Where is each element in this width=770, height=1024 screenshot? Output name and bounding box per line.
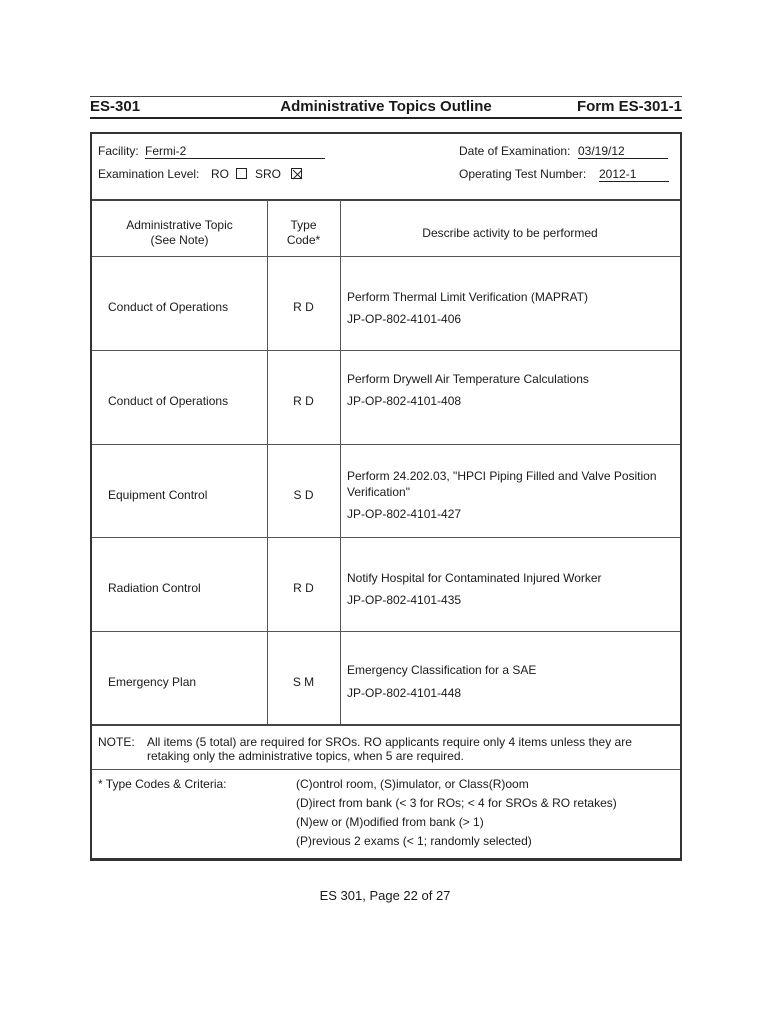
row-topic: Equipment Control bbox=[108, 488, 208, 502]
header-activity: Describe activity to be performed bbox=[422, 226, 598, 240]
col-divider bbox=[340, 200, 341, 724]
row-type-code: R D bbox=[293, 394, 314, 408]
col-divider bbox=[267, 200, 268, 724]
facility-value: Fermi-2 bbox=[145, 144, 187, 158]
row-divider bbox=[92, 444, 680, 445]
row-activity: Perform 24.202.03, "HPCI Piping Filled and Valve Position bbox=[347, 469, 657, 483]
type-code-line: (D)irect from bank (< 3 for ROs; < 4 for SROs & RO retakes) bbox=[296, 796, 617, 810]
exam-level-label: Examination Level: bbox=[98, 167, 200, 181]
note-divider bbox=[92, 769, 680, 770]
row-jpm: JP-OP-802-4101-435 bbox=[347, 593, 462, 607]
table-bottom-rule bbox=[92, 724, 680, 726]
form-frame bbox=[90, 132, 682, 861]
row-activity: Perform Drywell Air Temperature Calculations bbox=[347, 372, 589, 386]
row-topic: Emergency Plan bbox=[108, 675, 197, 689]
op-test-underline bbox=[599, 181, 669, 182]
sro-checkbox[interactable] bbox=[291, 168, 302, 179]
ro-label: RO bbox=[211, 167, 229, 181]
row-divider bbox=[92, 256, 680, 257]
page-footer: ES 301, Page 22 of 27 bbox=[319, 888, 451, 903]
row-type-code: R D bbox=[293, 581, 314, 595]
note-text-line1: All items (5 total) are required for SROs. RO applicants require only 4 items unless they are bbox=[147, 735, 632, 749]
row-type-code: R D bbox=[293, 300, 314, 314]
facility-underline bbox=[145, 158, 325, 159]
row-divider bbox=[92, 350, 680, 351]
row-topic: Radiation Control bbox=[108, 581, 201, 595]
row-divider bbox=[92, 631, 680, 632]
op-test-label: Operating Test Number: bbox=[459, 167, 587, 181]
note-text-line2: retaking only the administrative topics, when 5 are required. bbox=[147, 749, 464, 763]
row-jpm: JP-OP-802-4101-406 bbox=[347, 312, 462, 326]
form-header bbox=[90, 96, 682, 119]
row-activity: Emergency Classification for a SAE bbox=[347, 663, 537, 677]
row-jpm: JP-OP-802-4101-408 bbox=[347, 394, 462, 408]
header-topic: Administrative Topic (See Note) bbox=[126, 218, 233, 247]
row-activity-cont: Verification" bbox=[347, 485, 410, 499]
ro-checkbox[interactable] bbox=[236, 168, 247, 179]
op-test-value: 2012-1 bbox=[599, 167, 637, 181]
type-code-line: (N)ew or (M)odified from bank (> 1) bbox=[296, 815, 484, 829]
note-label: NOTE: bbox=[98, 735, 135, 749]
type-code-line: (C)ontrol room, (S)imulator, or Class(R)oom bbox=[296, 777, 529, 791]
row-topic: Conduct of Operations bbox=[108, 300, 229, 314]
date-underline bbox=[578, 158, 668, 159]
row-type-code: S D bbox=[293, 488, 314, 502]
facility-label: Facility: bbox=[98, 144, 139, 158]
row-topic: Conduct of Operations bbox=[108, 394, 229, 408]
form-number: Form ES-301-1 bbox=[576, 98, 682, 115]
row-jpm: JP-OP-802-4101-448 bbox=[347, 686, 462, 700]
date-label: Date of Examination: bbox=[459, 144, 571, 158]
row-activity: Notify Hospital for Contaminated Injured Worker bbox=[347, 571, 602, 585]
header-type-code: Type Code* bbox=[286, 218, 321, 247]
checkbox-x-icon bbox=[292, 169, 303, 180]
row-jpm: JP-OP-802-4101-427 bbox=[347, 507, 462, 521]
type-code-line: (P)revious 2 exams (< 1; randomly selected) bbox=[296, 834, 532, 848]
table-top-rule bbox=[92, 199, 680, 201]
sro-label: SRO bbox=[255, 167, 282, 181]
date-value: 03/19/12 bbox=[578, 144, 625, 158]
row-divider bbox=[92, 537, 680, 538]
type-codes-label: * Type Codes & Criteria: bbox=[98, 777, 227, 791]
form-title: Administrative Topics Outline bbox=[280, 98, 492, 115]
form-id-left: ES-301 bbox=[90, 98, 141, 115]
row-activity: Perform Thermal Limit Verification (MAPRAT) bbox=[347, 290, 588, 304]
row-type-code: S M bbox=[292, 675, 315, 689]
